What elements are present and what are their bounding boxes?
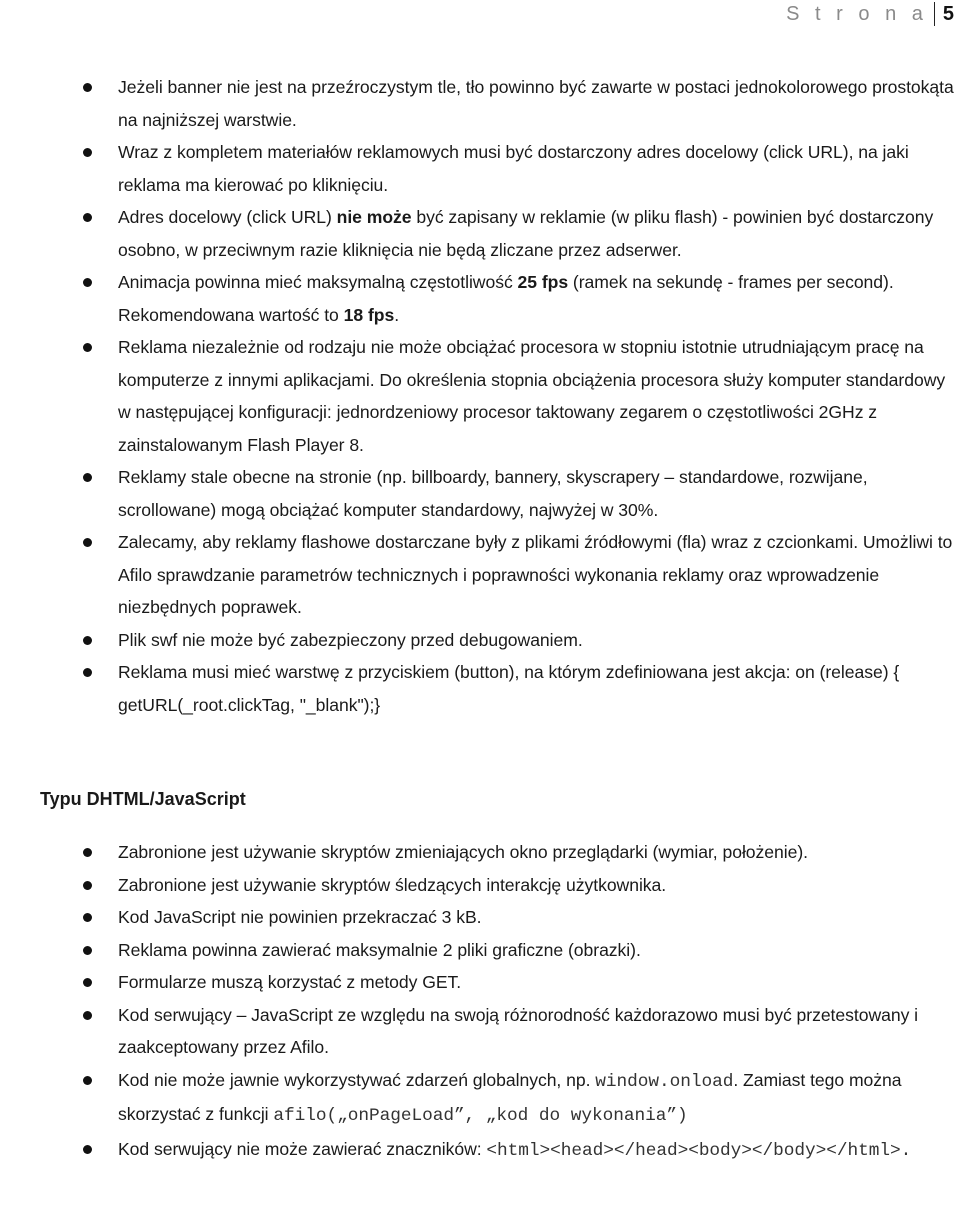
bullet-icon — [83, 538, 92, 547]
list-item — [0, 901, 960, 934]
bullet-icon — [83, 1011, 92, 1020]
item-text: Adres docelowy (click URL) — [118, 207, 337, 227]
item-text: Reklama musi mieć warstwę z przyciskiem (button), na którym zdefiniowana jest akcja: on (release) { getURL(_root.clickTag, "_blank");} — [118, 662, 900, 715]
list-item — [0, 836, 960, 869]
list-item — [0, 266, 960, 331]
list-item — [0, 526, 960, 624]
bullet-icon — [83, 978, 92, 987]
bullet-icon — [83, 636, 92, 645]
item-text: Formularze muszą korzystać z metody GET. — [118, 972, 462, 992]
bullet-icon — [83, 343, 92, 352]
item-text: Zabronione jest używanie skryptów śledzących interakcję użytkownika. — [118, 874, 667, 895]
code-text: afilo(„onPageLoad”, „kod do wykonania”) — [273, 1106, 688, 1126]
bullet-icon — [83, 668, 92, 677]
item-text: być zapisany w reklamie (w pliku flash) - powinien być dostarczony osobno, w przeciwnym razie kliknięcia nie będą zliczane przez adserwer. — [118, 207, 934, 260]
list-item — [0, 934, 960, 967]
item-text: Kod nie może jawnie wykorzystywać zdarzeń globalnych, np. — [118, 1069, 596, 1090]
list-item — [0, 136, 960, 201]
item-text: Kod JavaScript nie powinien przekraczać 3 kB. — [118, 907, 482, 927]
bullet-icon — [83, 1076, 92, 1085]
item-text: . Zamiast tego można skorzystać z funkcji — [118, 1069, 902, 1124]
bold-text: 25 fps — [517, 272, 569, 292]
item-text: Animacja powinna mieć maksymalną częstotliwość — [118, 272, 518, 292]
item-text: Kod serwujący nie może zawierać znaczników: — [118, 1138, 487, 1159]
item-text: Reklamy stale obecne na stronie (np. billboardy, bannery, skyscrapery – standardowe, rozwijane, scrollowane) mogą obciążać komputer standardowy, najwyżej w 30%. — [118, 467, 868, 520]
requirements-list-dhtml — [0, 836, 960, 1167]
list-item — [0, 624, 960, 657]
list-item — [0, 1064, 960, 1133]
list-item — [0, 1133, 960, 1168]
requirements-list-flash — [0, 71, 960, 721]
bold-text: nie może — [336, 207, 412, 227]
code-text: window.onload — [595, 1071, 734, 1092]
page-label: S t r o n a — [786, 3, 928, 25]
page-header — [786, 2, 954, 26]
list-item — [0, 869, 960, 902]
bullet-icon — [83, 881, 92, 890]
page-number: 5 — [942, 3, 954, 25]
bold-text: 18 fps — [343, 304, 395, 325]
bullet-icon — [83, 848, 92, 857]
code-text: <html><head></head><body></body></html>. — [486, 1140, 912, 1161]
item-text: . — [394, 304, 400, 325]
item-text: Wraz z kompletem materiałów reklamowych musi być dostarczony adres docelowy (click URL), na jaki reklama ma kierować po kliknięciu. — [118, 142, 909, 195]
bullet-icon — [83, 1145, 92, 1154]
item-text: Kod serwujący – JavaScript ze względu na swoją różnorodność każdorazowo musi być przetestowany i zaakceptowany przez Afilo. — [118, 1004, 919, 1057]
bullet-icon — [83, 473, 92, 482]
list-item — [0, 656, 960, 721]
item-text: Reklama niezależnie od rodzaju nie może obciążać procesora w stopniu istotnie utrudniającym pracę na komputerze z innymi aplikacjami. Do określenia stopnia obciążenia procesora służy komputer standardowy w następującej konfiguracji: jednordzeniowy procesor taktowany zegarem o częstotliwości 2GHz z zainstalowanym Flash Player 8. — [118, 337, 946, 455]
bullet-icon — [83, 148, 92, 157]
item-text: Reklama powinna zawierać maksymalnie 2 pliki graficzne (obrazki). — [118, 939, 641, 960]
item-text: Zabronione jest używanie skryptów zmieniających okno przeglądarki (wymiar, położenie). — [118, 842, 808, 862]
list-item — [0, 71, 960, 136]
section-heading: Typu DHTML/JavaScript — [40, 789, 246, 809]
list-item — [0, 966, 960, 999]
header-divider — [934, 2, 935, 26]
item-text: (ramek na sekundę - frames per second). Rekomendowana wartość to — [118, 272, 894, 325]
bullet-icon — [83, 946, 92, 955]
item-text: Zalecamy, aby reklamy flashowe dostarczane były z plikami źródłowymi (fla) wraz z czcionkami. Umożliwi to Afilo sprawdzanie parametrów technicznych i poprawności wykonania reklamy oraz wprowadzenie niezbędnych poprawek. — [118, 532, 953, 617]
bullet-icon — [83, 213, 92, 222]
list-item — [0, 331, 960, 461]
item-text: Plik swf nie może być zabezpieczony przed debugowaniem. — [118, 629, 583, 650]
bullet-icon — [83, 278, 92, 287]
item-text: Jeżeli banner nie jest na przeźroczystym tle, tło powinno być zawarte w postaci jednokolorowego prostokąta na najniższej warstwie. — [118, 77, 954, 130]
bullet-icon — [83, 83, 92, 92]
list-item — [0, 999, 960, 1064]
list-item — [0, 201, 960, 266]
list-item — [0, 461, 960, 526]
bullet-icon — [83, 913, 92, 922]
